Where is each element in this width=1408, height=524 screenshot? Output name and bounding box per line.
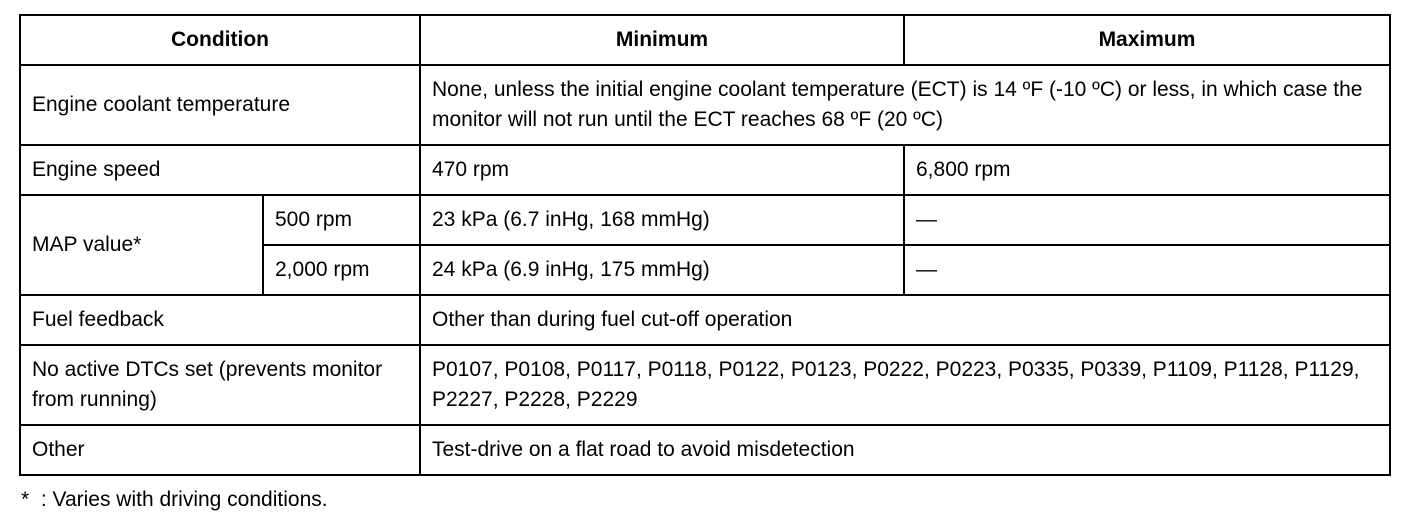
table-row	[20, 345, 1390, 425]
table-row	[20, 425, 1390, 475]
maximum-map-500: —	[904, 195, 1390, 245]
footnote: * : Varies with driving conditions.	[21, 488, 328, 511]
value-fuel-feedback: Other than during fuel cut-off operation	[420, 295, 1390, 345]
map-rpm-2000: 2,000 rpm	[263, 245, 420, 295]
condition-map-value: MAP value*	[20, 195, 263, 295]
condition-engine-speed: Engine speed	[20, 145, 420, 195]
header-condition: Condition	[20, 15, 420, 65]
condition-no-dtcs: No active DTCs set (prevents monitor from running)	[20, 345, 420, 425]
maximum-engine-speed: 6,800 rpm	[904, 145, 1390, 195]
table-row	[20, 65, 1390, 145]
conditions-table	[19, 14, 1391, 476]
value-other: Test-drive on a flat road to avoid misdetection	[420, 425, 1390, 475]
header-minimum: Minimum	[420, 15, 904, 65]
condition-fuel-feedback: Fuel feedback	[20, 295, 420, 345]
header-maximum: Maximum	[904, 15, 1390, 65]
minimum-map-500: 23 kPa (6.7 inHg, 168 mmHg)	[420, 195, 904, 245]
condition-ect: Engine coolant temperature	[20, 65, 420, 145]
minimum-engine-speed: 470 rpm	[420, 145, 904, 195]
table-row	[20, 195, 1390, 245]
condition-other: Other	[20, 425, 420, 475]
value-no-dtcs: P0107, P0108, P0117, P0118, P0122, P0123, P0222, P0223, P0335, P0339, P1109, P1128, P1129, P2227, P2228, P2229	[420, 345, 1390, 425]
map-rpm-500: 500 rpm	[263, 195, 420, 245]
table-row	[20, 295, 1390, 345]
table-row	[20, 145, 1390, 195]
value-ect: None, unless the initial engine coolant temperature (ECT) is 14 ºF (-10 ºC) or less, in which case the monitor will not run until the ECT reaches 68 ºF (20 ºC)	[420, 65, 1390, 145]
maximum-map-2000: —	[904, 245, 1390, 295]
minimum-map-2000: 24 kPa (6.9 inHg, 175 mmHg)	[420, 245, 904, 295]
header-row	[20, 15, 1390, 65]
